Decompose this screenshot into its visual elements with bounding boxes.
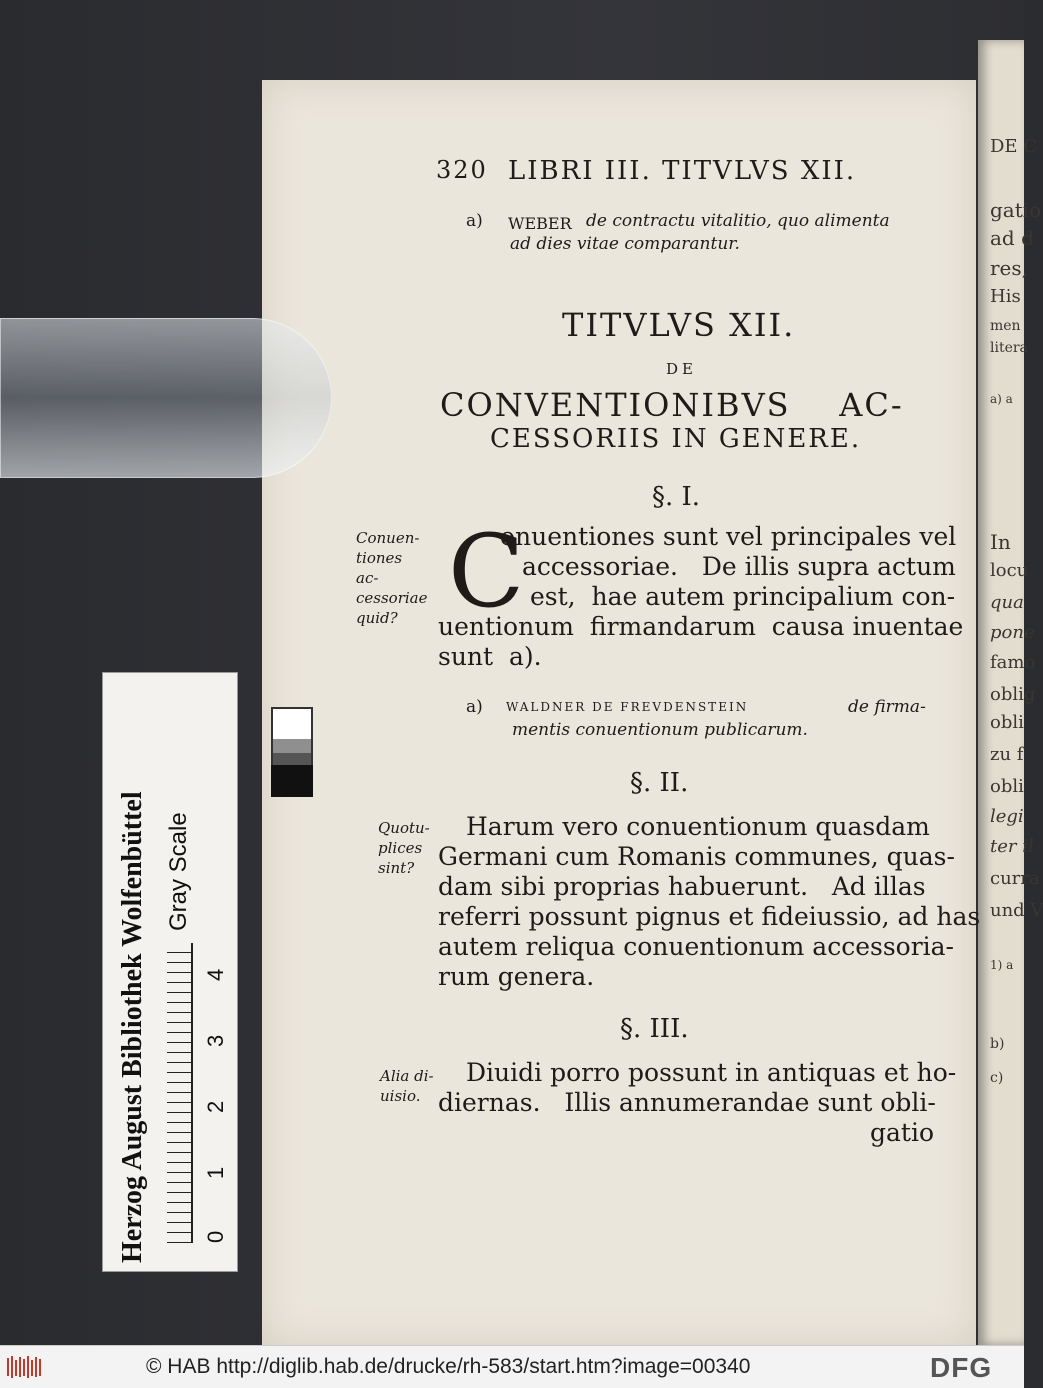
facing-page-fragment: men — [990, 318, 1021, 334]
facing-page-fragment: ter il — [990, 836, 1034, 857]
title-de: DE — [666, 360, 697, 378]
dfg-logo: DFG — [930, 1352, 993, 1383]
institution-label: Herzog August Bibliothek Wolfenbüttel — [117, 791, 148, 1263]
facing-page-fragment: qua — [990, 592, 1024, 613]
footnote-text-line: de firma- — [848, 697, 926, 717]
facing-page-fragment: curra — [990, 868, 1040, 889]
catchword: gatio — [870, 1118, 935, 1147]
footnote-author: WEBER — [508, 214, 572, 233]
facing-page-fragment: res, — [990, 256, 1029, 280]
section-heading: §. II. — [630, 768, 689, 798]
facing-page-fragment: famo — [990, 652, 1036, 673]
ruler-number: 2 — [203, 1100, 228, 1113]
facing-page-fragment: His — [990, 286, 1021, 307]
ruler-number: 3 — [203, 1034, 228, 1047]
facing-page-fragment: In — [990, 530, 1011, 554]
glass-page-holder — [0, 318, 332, 478]
body-line: accessoriae. De illis supra actum — [522, 552, 956, 581]
viewer-footer — [0, 1345, 1024, 1388]
body-line: onuentiones sunt vel principales vel — [500, 522, 957, 551]
footnote-marker: a) — [466, 697, 483, 717]
body-line: diernas. Illis annumerandae sunt obli- — [438, 1088, 936, 1117]
facing-page-fragment: 1) a — [990, 958, 1014, 972]
body-line: uentionum firmandarum causa inuentae — [438, 612, 964, 641]
ruler-number: 0 — [203, 1230, 228, 1243]
facing-page-fragment: b) — [990, 1036, 1005, 1052]
swatch-gray — [271, 739, 313, 753]
facing-page-fragment: zu f — [990, 744, 1024, 765]
margin-note: Quotu- plices sint? — [378, 819, 430, 877]
facing-page-fragment: pone — [990, 622, 1035, 643]
footnote-author: WALDNER DE FREVDENSTEIN — [506, 700, 749, 714]
body-line: referri possunt pignus et fideiussio, ad has — [438, 902, 981, 931]
swatch-dark-gray — [271, 753, 313, 765]
footnote-text-line: mentis conuentionum publicarum. — [512, 720, 808, 740]
footnote-marker: a) — [466, 211, 483, 231]
drop-capital: C — [448, 513, 525, 630]
section-heading: §. III. — [620, 1014, 689, 1044]
facing-page-fragment: obli — [990, 712, 1024, 733]
facing-page-fragment: und V — [990, 900, 1043, 921]
facing-page-fragment: obli — [990, 776, 1024, 797]
body-line: Harum vero conuentionum quasdam — [466, 812, 930, 841]
swatch-white — [271, 707, 313, 739]
running-head-title: LIBRI III. TITVLVS XII. — [508, 156, 857, 186]
facing-page-fragment: locu — [990, 560, 1029, 581]
margin-note: Alia di- uisio. — [380, 1067, 434, 1105]
ruler-number: 4 — [203, 968, 228, 981]
body-line: est, hae autem principalium con- — [530, 582, 956, 611]
facing-page-fragment: c) — [990, 1070, 1004, 1086]
facing-page-fragment: oblig — [990, 684, 1036, 705]
body-line: rum genera. — [438, 962, 595, 991]
title-subject-line: CONVENTIONIBVS AC- — [440, 386, 904, 424]
facing-page-fragment: a) a — [990, 392, 1013, 406]
ruler-ticks — [167, 943, 193, 1243]
body-line: Diuidi porro possunt in antiquas et ho- — [466, 1058, 957, 1087]
title-heading: TITVLVS XII. — [562, 306, 796, 344]
margin-note: Conuen- tiones ac- cessoriae quid? — [356, 529, 428, 627]
footnote-text-line: ad dies vitae comparantur. — [510, 234, 740, 254]
body-line: Germani cum Romanis communes, quas- — [438, 842, 955, 871]
facing-page-fragment: legi — [990, 806, 1024, 827]
footnote-text-line: de contractu vitalitio, quo alimenta — [586, 211, 890, 231]
body-line: autem reliqua conuentionum accessoria- — [438, 932, 955, 961]
swatch-black — [271, 765, 313, 797]
title-subject-line: CESSORIIS IN GENERE. — [490, 424, 862, 454]
facing-page-fragment: ad d — [990, 226, 1034, 250]
section-heading: §. I. — [652, 482, 701, 512]
body-line: sunt a). — [438, 642, 542, 671]
body-line: dam sibi proprias habuerunt. Ad illas — [438, 872, 926, 901]
facing-page-fragment: litera — [990, 340, 1028, 356]
source-link[interactable]: © HAB http://diglib.hab.de/drucke/rh-583/start.htm?image=00340 — [146, 1355, 751, 1378]
facing-page-fragment: gatio — [990, 198, 1042, 222]
hab-logo-icon — [6, 1354, 46, 1380]
facing-page-fragment: DE C — [990, 136, 1038, 157]
ruler-number: 1 — [203, 1166, 228, 1179]
gray-scale-card — [102, 672, 238, 1272]
gray-scale-label: Gray Scale — [165, 812, 192, 931]
page-number: 320 — [436, 156, 488, 184]
facing-page-edge — [978, 40, 1043, 1345]
